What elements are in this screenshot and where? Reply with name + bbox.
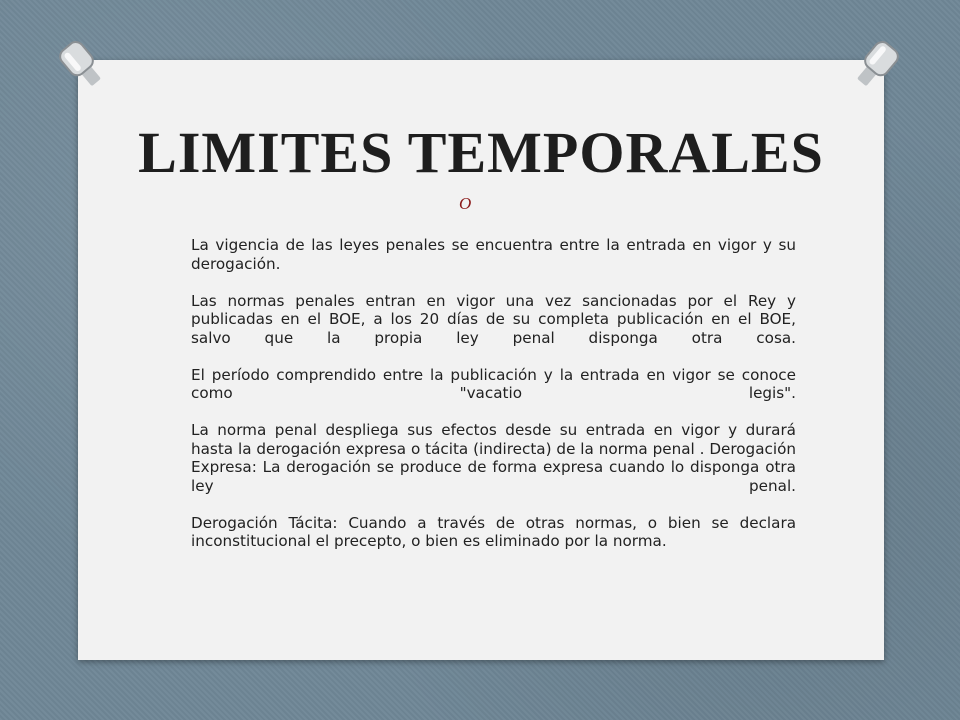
- slide-body: [191, 236, 796, 569]
- paragraph-efectos: La norma penal despliega sus efectos desde su entrada en vigor y durará hasta la derogación expresa o tácita (indirecta) de la norma penal . Derogación Expresa: La derogación se produce de forma expresa cuando lo disponga otra ley penal.: [191, 421, 796, 495]
- paragraph-vigencia: La vigencia de las leyes penales se encuentra entre la entrada en vigor y su derogación.: [191, 236, 796, 273]
- paragraph-entrada-en-vigor: Las normas penales entran en vigor una vez sancionadas por el Rey y publicadas en el BOE, a los 20 días de su completa publicación en el BOE, salvo que la propia ley penal disponga otra cosa.: [191, 291, 796, 347]
- paragraph-vacatio-legis: El período comprendido entre la publicación y la entrada en vigor se conoce como "vacatio legis".: [191, 365, 796, 402]
- bullet-marker: O: [459, 194, 472, 213]
- slide-title: LIMITES TEMPORALES: [138, 120, 824, 185]
- paragraph-derogacion-tacita: Derogación Tácita: Cuando a través de otras normas, o bien se declara inconstitucional el precepto, o bien es eliminado por la norma.: [191, 513, 796, 550]
